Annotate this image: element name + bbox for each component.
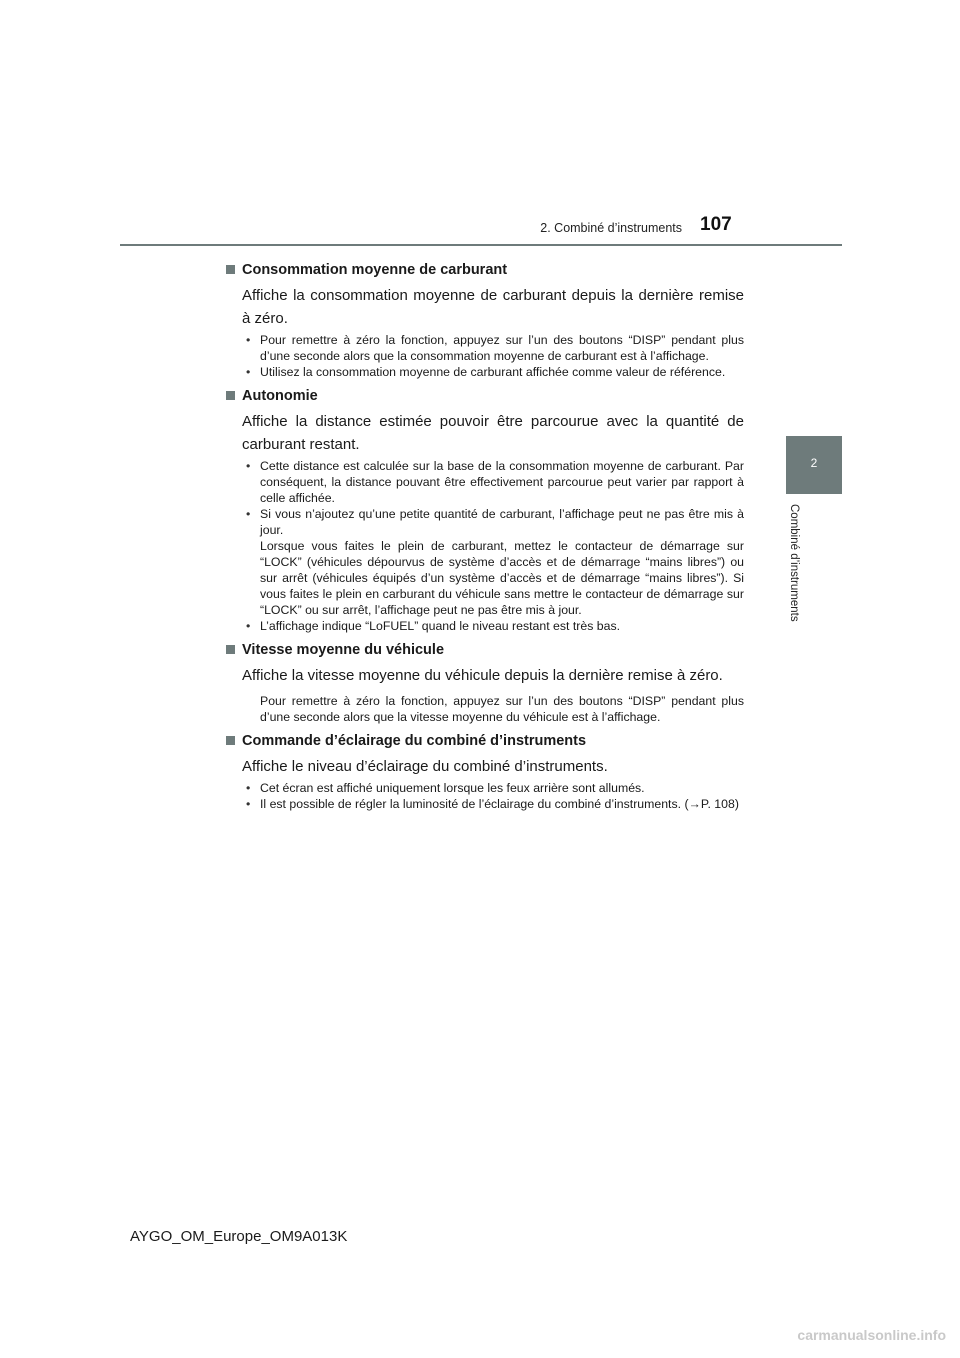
page-number: 107 <box>700 214 732 235</box>
footer-doc-code: AYGO_OM_Europe_OM9A013K <box>130 1228 348 1245</box>
section-title <box>224 386 744 406</box>
bullet-item: • Pour remettre à zéro la fonction, appuyez sur l’un des boutons “DISP” pendant plus d’une seconde alors que la consommation moyenne de carburant est à l’affichage. <box>242 332 744 364</box>
section-lead: Affiche la distance estimée pouvoir être parcourue avec la quantité de carburant restant. <box>242 413 744 453</box>
section-title-text: Consommation moyenne de carburant <box>242 262 508 278</box>
square-bullet-icon <box>226 736 235 745</box>
bullet-item-text: Si vous n’ajoutez qu’une petite quantité de carburant, l’affichage peut ne pas être mis à jour. <box>260 507 744 537</box>
section-lead: Affiche la consommation moyenne de carburant depuis la dernière remise à zéro. <box>242 287 744 327</box>
bullet-list <box>224 780 744 812</box>
bullet-item <box>242 506 744 618</box>
bullet-item: • L’affichage indique “LoFUEL” quand le niveau restant est très bas. <box>242 618 744 634</box>
bullet-list <box>224 458 744 634</box>
chapter-side-label: Combiné d’instruments <box>788 504 800 622</box>
section-average-vehicle-speed <box>224 640 744 725</box>
bullet-item: • Utilisez la consommation moyenne de carburant affichée comme valeur de référence. <box>242 364 744 380</box>
page-content <box>224 254 744 818</box>
bullet-item: • Il est possible de régler la luminosité de l’éclairage du combiné d’instruments. (→P. 108) <box>242 796 744 812</box>
section-average-fuel-consumption <box>224 260 744 380</box>
chapter-tab-number: 2 <box>810 456 818 470</box>
chapter-side-tab <box>786 436 842 494</box>
square-bullet-icon <box>226 265 235 274</box>
square-bullet-icon <box>226 391 235 400</box>
section-title <box>224 640 744 660</box>
section-range <box>224 386 744 634</box>
bullet-item-continuation: Lorsque vous faites le plein de carburant, mettez le contacteur de démarrage sur “LOCK” (véhicules dépourvus de système d’accès et de démarrage “mains libres”) ou sur arrêt (véhicules équipés d’un système d’accès et de démarrage “mains libres”). Si vous faites le plein en carburant du véhicule sans mettre le contacteur de démarrage sur “LOCK” ou sur arrêt, l’affichage peut ne pas être mis à jour. <box>260 539 744 617</box>
section-lead: Affiche le niveau d’éclairage du combiné d’instruments. <box>242 758 608 775</box>
bullet-item: • Cet écran est affiché uniquement lorsque les feux arrière sont allumés. <box>242 780 744 796</box>
bullet-item: • Cette distance est calculée sur la base de la consommation moyenne de carburant. Par conséquent, la distance pouvant être effectivement parcourue peut varier par rapport à celle affichée. <box>242 458 744 506</box>
watermark: carmanualsonline.info <box>797 1327 946 1343</box>
header-divider <box>120 244 842 246</box>
header-chapter-title: 2. Combiné d’instruments <box>540 221 682 235</box>
square-bullet-icon <box>226 645 235 654</box>
section-title-text: Vitesse moyenne du véhicule <box>242 642 445 658</box>
section-instrument-lighting-control <box>224 731 744 812</box>
section-title <box>224 731 744 751</box>
section-note: Pour remettre à zéro la fonction, appuyez sur l’un des boutons “DISP” pendant plus d’une seconde alors que la vitesse moyenne du véhicule est à l’affichage. <box>260 694 744 724</box>
section-title-text: Commande d’éclairage du combiné d’instruments <box>242 733 587 749</box>
section-title <box>224 260 744 280</box>
bullet-list <box>224 332 744 380</box>
section-lead: Affiche la vitesse moyenne du véhicule depuis la dernière remise à zéro. <box>242 667 723 684</box>
section-title-text: Autonomie <box>242 388 318 404</box>
